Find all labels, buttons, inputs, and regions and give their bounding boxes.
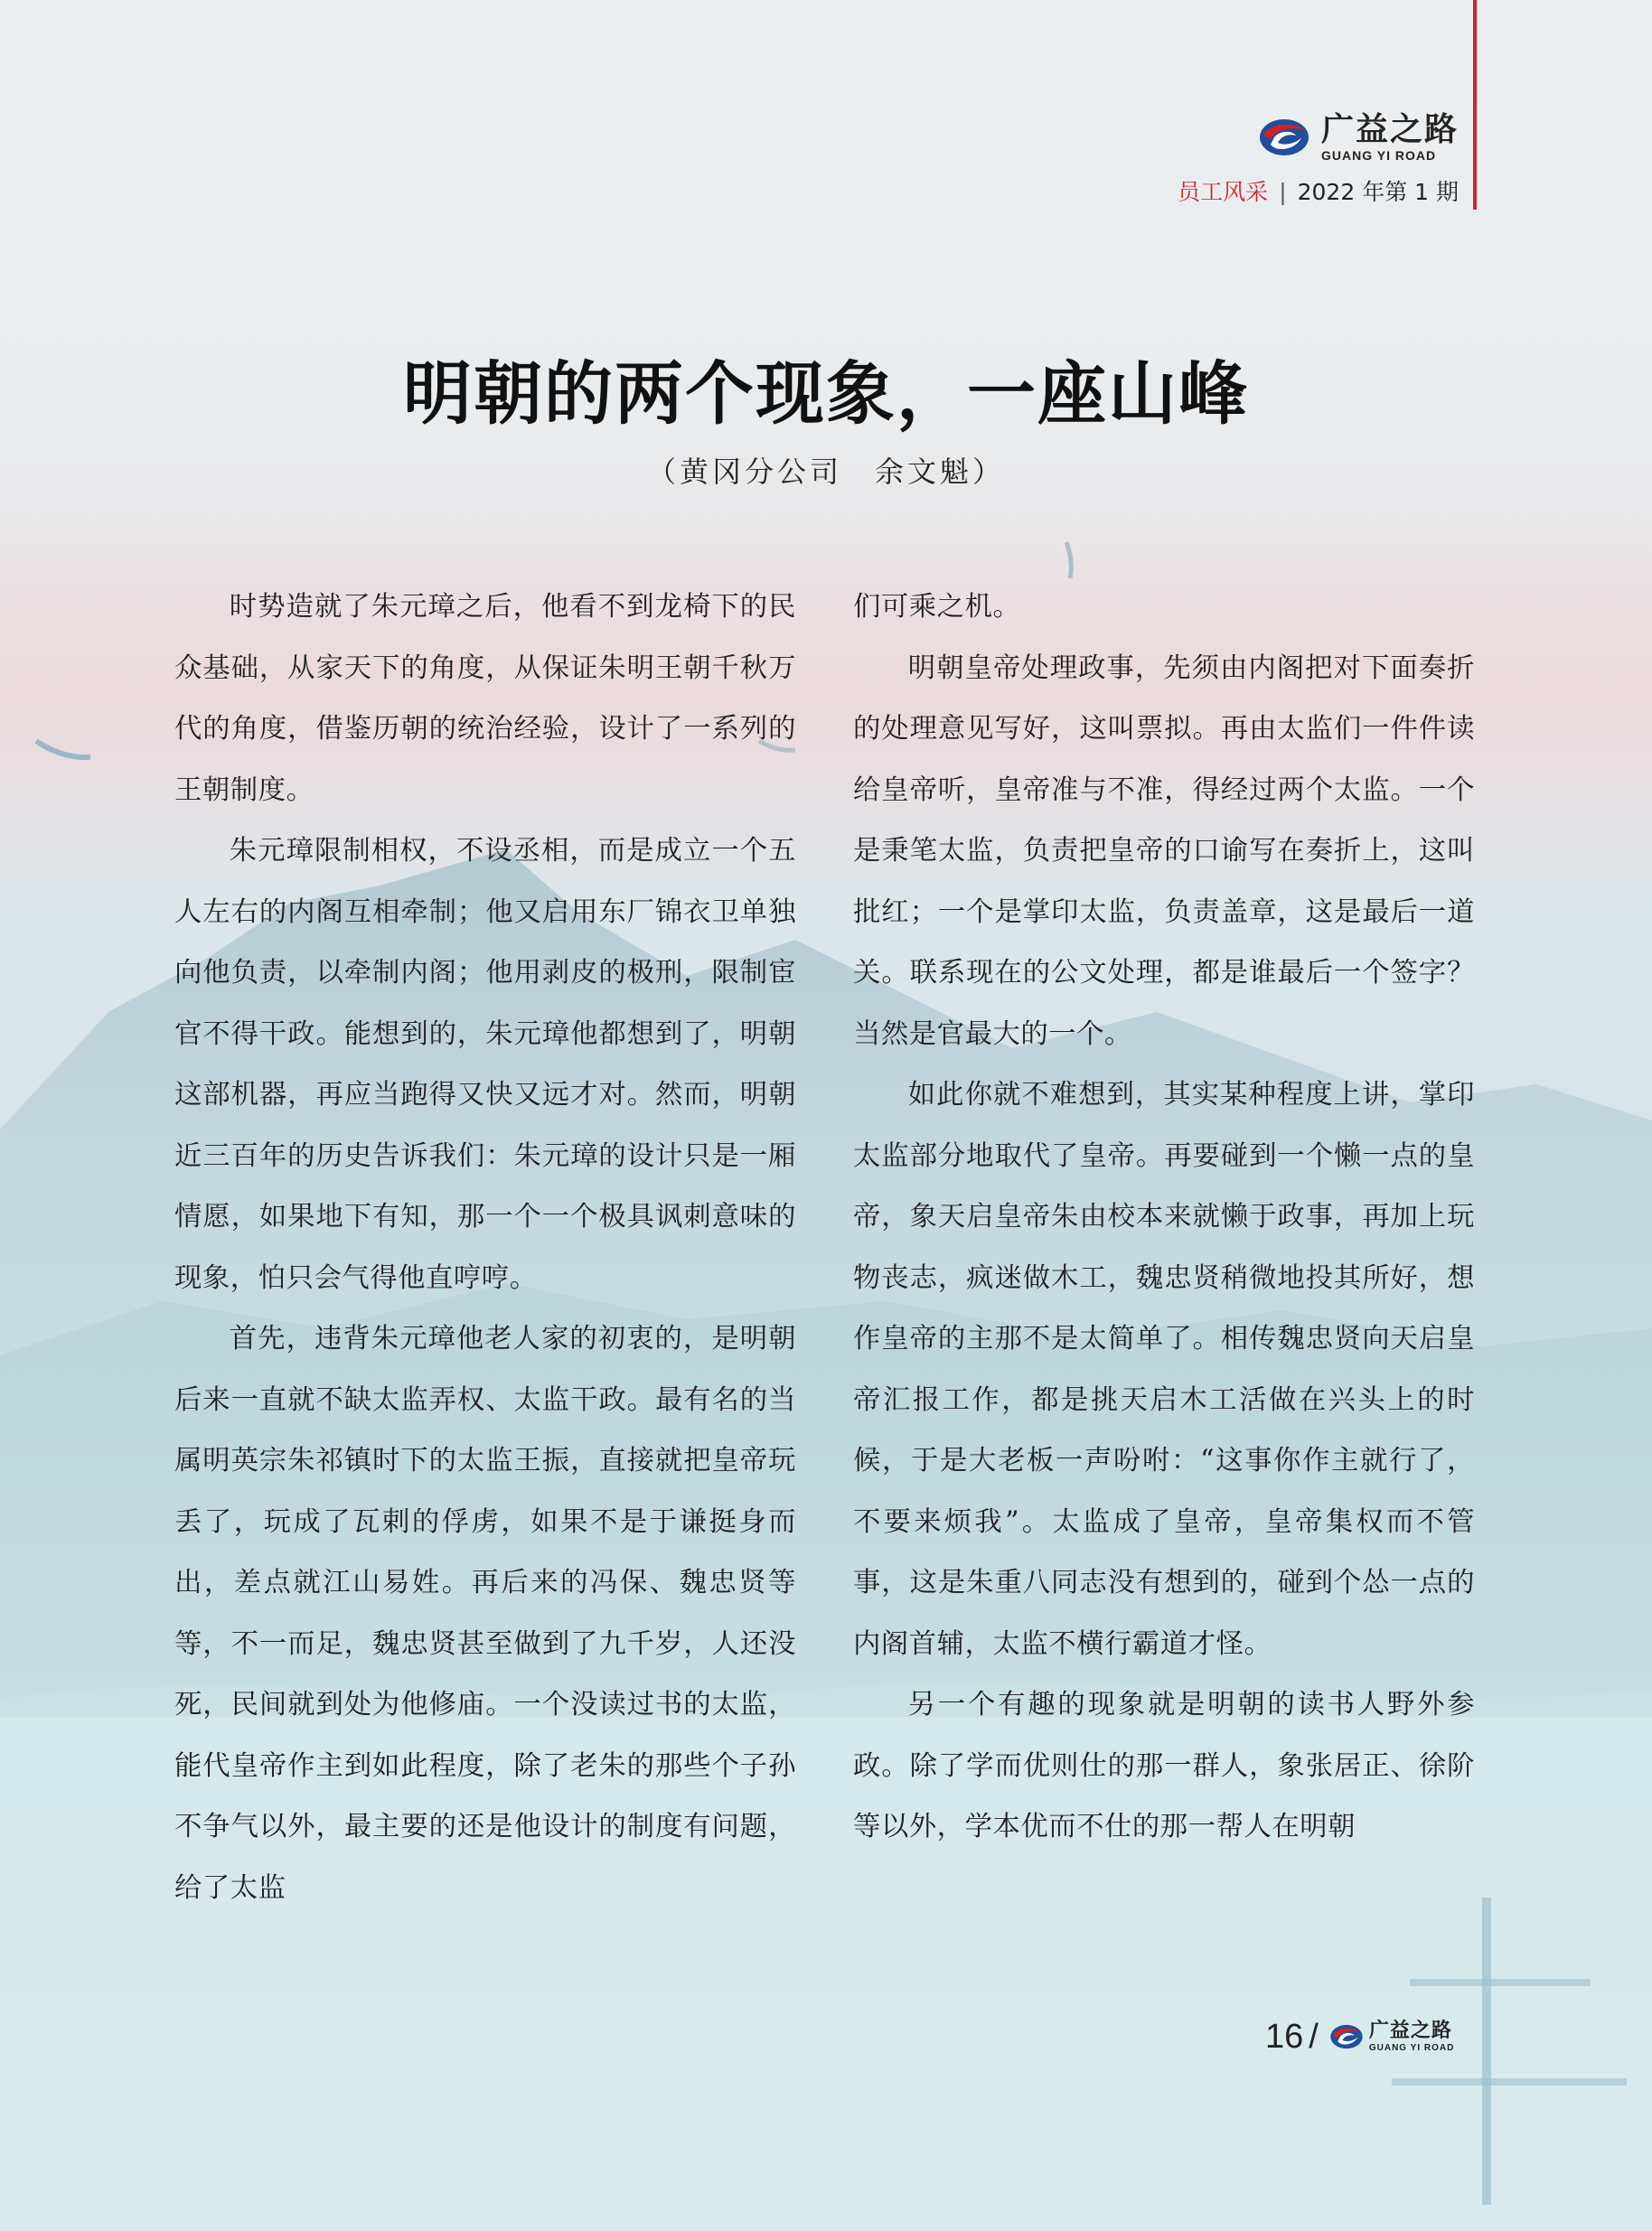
brand-name-cn: 广益之路 [1320,111,1459,148]
article-byline: （黄冈分公司 余文魁） [646,455,1005,489]
left-column [174,576,796,1918]
paragraph: 时势造就了朱元璋之后，他看不到龙椅下的民众基础，从家天下的角度，从保证朱明王朝千秋万代的角度，借鉴历朝的统治经验，设计了一系列的王朝制度。 [174,591,796,806]
brand-name-en: GUANG YI ROAD [1320,148,1437,163]
header-accent-line [1473,0,1477,210]
paragraph: 如此你就不难想到，其实某种程度上讲，掌印太监部分地取代了皇帝。再要碰到一个懒一点的皇帝，象天启皇帝朱由校本来就懒于政事，再加上玩物丧志，疯迷做木工，魏忠贤稍微地投其所好，想作皇帝的主那不是太简单了。相传魏忠贤向天启皇帝汇报工作，都是挑天启木工活做在兴头上的时候，于是大老板一声吩咐：“这事你作主就行了，不要来烦我”。太监成了皇帝，皇帝集权而不管事，这是朱重八同志没有想到的，碰到个怂一点的内阁首辅，太监不横行霸道才怪。 [853,1079,1475,1660]
section-label: 员工风采 [1178,179,1269,205]
paragraph-continued: 们可乘之机。 [853,591,1021,623]
page-footer [1265,2017,1454,2057]
issue-number: 2022 年第 1 期 [1297,179,1459,205]
right-column [853,576,1475,1858]
issue-separator: | [1279,179,1287,205]
footer-brand-cn: 广益之路 [1368,2020,1452,2042]
header-brand [1258,112,1459,163]
paragraph: 另一个有趣的现象就是明朝的读书人野外参政。除了学而优则仕的那一群人，象张居正、徐阶等以外，学本优而不仕的那一帮人在明朝 [853,1689,1475,1842]
guangyi-logo-icon [1258,117,1310,157]
page-number: 16 [1265,2018,1304,2056]
paragraph: 明朝皇帝处理政事，先须由内阁把对下面奏折的处理意见写好，这叫票拟。再由太监们一件件读给皇帝听，皇帝准与不准，得经过两个太监。一个是秉笔太监，负责把皇帝的口谕写在奏折上，这叫批红；一个是掌印太监，负责盖章，这是最后一道关。联系现在的公文处理，都是谁最后一个签字？当然是官最大的一个。 [853,651,1475,1050]
issue-line [1178,177,1459,208]
footer-brand-en: GUANG YI ROAD [1368,2043,1455,2053]
article-title: 明朝的两个现象，一座山峰 [403,353,1249,434]
footer-slash: / [1309,2018,1319,2056]
guangyi-logo-icon [1329,2023,1364,2050]
paragraph: 朱元璋限制相权，不设丞相，而是成立一个五人左右的内阁互相牵制；他又启用东厂锦衣卫单独向他负责，以牵制内阁；他用剥皮的极刑，限制宦官不得干政。能想到的，朱元璋他都想到了，明朝这部机器，再应当跑得又快又远才对。然而，明朝近三百年的历史告诉我们：朱元璋的设计只是一厢情愿，如果地下有知，那一个一个极具讽刺意味的现象，怕只会气得他直哼哼。 [174,835,796,1294]
paragraph: 首先，违背朱元璋他老人家的初衷的，是明朝后来一直就不缺太监弄权、太监干政。最有名的当属明英宗朱祁镇时下的太监王振，直接就把皇帝玩丢了，玩成了瓦剌的俘虏，如果不是于谦挺身而出，差点就江山易姓。再后来的冯保、魏忠贤等等，不一而足，魏忠贤甚至做到了九千岁，人还没死，民间就到处为他修庙。一个没读过书的太监，能代皇帝作主到如此程度，除了老朱的那些个子孙不争气以外，最主要的还是他设计的制度有问题，给了太监 [174,1323,796,1904]
